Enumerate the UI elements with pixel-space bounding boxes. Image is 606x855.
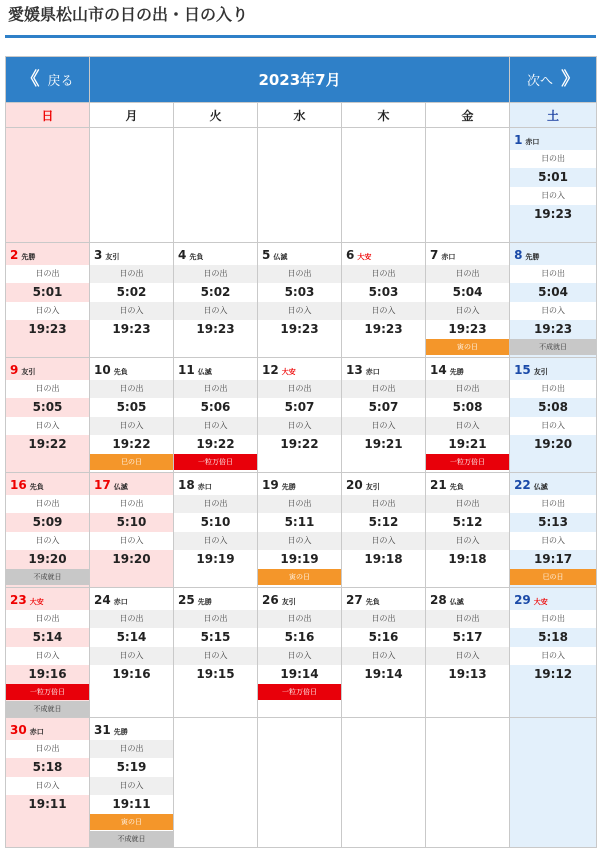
sunset-label: 日の入 — [258, 302, 341, 320]
sunset-time: 19:22 — [28, 437, 67, 451]
sunrise-label: 日の出 — [6, 380, 89, 398]
sunrise-time: 5:06 — [200, 400, 231, 414]
day-badge: 不成就日 — [90, 831, 173, 847]
day-badge: 寅の日 — [90, 814, 173, 830]
day-header — [510, 358, 596, 379]
sunrise-label: 日の出 — [426, 380, 509, 398]
day-cell — [6, 243, 90, 358]
sunrise-label: 日の出 — [258, 610, 341, 628]
sunset-time: 19:11 — [112, 797, 151, 811]
sunset-label: 日の入 — [90, 532, 173, 550]
sunset-time: 19:18 — [364, 552, 403, 566]
sunrise-label: 日の出 — [6, 265, 89, 283]
day-header — [6, 718, 89, 739]
day-number: 7 — [430, 248, 439, 262]
double-chevron-right-icon: 》 — [561, 68, 580, 90]
day-header — [90, 588, 173, 609]
sunset-time: 19:22 — [112, 437, 151, 451]
day-cell — [6, 473, 90, 588]
sunrise-label: 日の出 — [174, 265, 257, 283]
month-title: 2023年7月 — [258, 71, 341, 89]
sunrise-time: 5:13 — [538, 515, 568, 529]
sunset-time: 19:16 — [28, 667, 67, 681]
day-header — [342, 243, 425, 264]
day-number: 21 — [430, 478, 447, 492]
sunset-label: 日の入 — [174, 302, 257, 320]
day-cell — [510, 588, 597, 718]
weekday-header: 火 — [174, 103, 258, 128]
page-title: 愛媛県松山市の日の出・日の入り — [8, 5, 249, 24]
rokuyo-label: 赤口 — [29, 728, 44, 736]
day-cell — [426, 588, 510, 718]
title-underline — [5, 35, 596, 38]
sunset-label: 日の入 — [342, 647, 425, 665]
rokuyo-label: 大安 — [29, 598, 44, 606]
day-number: 25 — [178, 593, 195, 607]
sunrise-label: 日の出 — [258, 380, 341, 398]
day-header — [6, 243, 89, 264]
day-badge: 一粒万倍日 — [258, 684, 341, 700]
day-badge: 一粒万倍日 — [6, 684, 89, 700]
day-cell — [426, 243, 510, 358]
sunset-time: 19:23 — [280, 322, 319, 336]
day-header — [342, 358, 425, 379]
week-row — [6, 473, 597, 588]
day-header — [426, 243, 509, 264]
day-number: 23 — [10, 593, 27, 607]
week-row — [6, 588, 597, 718]
day-cell — [510, 128, 597, 243]
sunset-label: 日の入 — [6, 647, 89, 665]
day-cell — [258, 588, 342, 718]
month-header — [90, 57, 510, 103]
rokuyo-label: 先勝 — [281, 483, 296, 491]
sunrise-label: 日の出 — [342, 495, 425, 513]
sunset-time: 19:12 — [533, 667, 573, 681]
rokuyo-label: 仏滅 — [197, 368, 212, 376]
day-header — [174, 358, 257, 379]
day-header — [426, 358, 509, 379]
day-header — [342, 473, 425, 494]
sunrise-label: 日の出 — [426, 610, 509, 628]
sunrise-label: 日の出 — [6, 610, 89, 628]
day-header — [510, 588, 596, 609]
empty-day-cell — [342, 718, 426, 848]
sunrise-time: 5:10 — [200, 515, 231, 529]
day-cell — [342, 588, 426, 718]
empty-day-cell — [258, 128, 342, 243]
day-cell — [174, 243, 258, 358]
sunset-label: 日の入 — [174, 532, 257, 550]
day-cell — [342, 473, 426, 588]
sunrise-label: 日の出 — [90, 265, 173, 283]
sunrise-time: 5:01 — [538, 170, 568, 184]
sunset-time: 19:15 — [196, 667, 235, 681]
day-header — [90, 473, 173, 494]
day-number: 11 — [178, 363, 195, 377]
sunset-time: 19:13 — [448, 667, 487, 681]
day-header — [6, 473, 89, 494]
day-number: 31 — [94, 723, 111, 737]
sunset-label: 日の入 — [510, 187, 596, 205]
sunset-label: 日の入 — [342, 532, 425, 550]
day-badge: 不成就日 — [510, 339, 596, 355]
empty-day-cell — [6, 128, 90, 243]
sunrise-time: 5:15 — [200, 630, 231, 644]
sunrise-label: 日の出 — [342, 610, 425, 628]
sunrise-time: 5:11 — [284, 515, 315, 529]
sunset-time: 19:23 — [196, 322, 235, 336]
sunset-label: 日の入 — [6, 302, 89, 320]
sunset-label: 日の入 — [6, 417, 89, 435]
sunset-time: 19:23 — [448, 322, 487, 336]
day-cell — [6, 718, 90, 848]
sunrise-time: 5:18 — [538, 630, 568, 644]
day-number: 4 — [178, 248, 187, 262]
sunset-time: 19:20 — [533, 437, 573, 451]
empty-day-cell — [90, 128, 174, 243]
sunset-label: 日の入 — [258, 647, 341, 665]
week-row — [6, 718, 597, 848]
day-number: 27 — [346, 593, 363, 607]
day-number: 24 — [94, 593, 111, 607]
rokuyo-label: 赤口 — [197, 483, 212, 491]
empty-day-cell — [342, 128, 426, 243]
rokuyo-label: 赤口 — [365, 368, 380, 376]
rokuyo-label: 先負 — [189, 253, 204, 261]
day-number: 29 — [514, 593, 531, 607]
sunset-label: 日の入 — [90, 647, 173, 665]
day-cell — [426, 358, 510, 473]
week-row — [6, 358, 597, 473]
sunset-time: 19:14 — [364, 667, 403, 681]
sunset-label: 日の入 — [342, 417, 425, 435]
day-header — [510, 473, 596, 494]
sunrise-time: 5:04 — [538, 285, 568, 299]
sunrise-label: 日の出 — [342, 380, 425, 398]
sunrise-label: 日の出 — [510, 495, 596, 513]
day-number: 1 — [514, 133, 523, 147]
rokuyo-label: 先勝 — [113, 728, 128, 736]
day-badge: 寅の日 — [426, 339, 509, 355]
sunset-time: 19:21 — [448, 437, 487, 451]
day-header — [90, 358, 173, 379]
day-cell — [90, 243, 174, 358]
sunrise-time: 5:05 — [32, 400, 63, 414]
calendar-table — [5, 56, 597, 848]
day-number: 15 — [514, 363, 531, 377]
weekday-header: 木 — [342, 103, 426, 128]
weekday-header-row — [6, 103, 597, 128]
sunset-label: 日の入 — [426, 417, 509, 435]
rokuyo-label: 赤口 — [113, 598, 128, 606]
day-badge: 寅の日 — [258, 569, 341, 585]
rokuyo-label: 友引 — [365, 483, 380, 491]
day-number: 8 — [514, 248, 523, 262]
rokuyo-label: 先勝 — [449, 368, 464, 376]
sunrise-time: 5:02 — [200, 285, 231, 299]
empty-day-cell — [174, 128, 258, 243]
empty-day-cell — [426, 718, 510, 848]
sunrise-label: 日の出 — [510, 610, 596, 628]
sunrise-time: 5:16 — [368, 630, 399, 644]
day-number: 26 — [262, 593, 279, 607]
sunset-label: 日の入 — [174, 417, 257, 435]
day-header — [90, 718, 173, 739]
sunrise-time: 5:02 — [116, 285, 147, 299]
day-cell — [90, 358, 174, 473]
sunrise-label: 日の出 — [510, 150, 596, 168]
day-badge: 不成就日 — [6, 569, 89, 585]
rokuyo-label: 先負 — [449, 483, 464, 491]
sunset-label: 日の入 — [510, 302, 596, 320]
sunrise-time: 5:08 — [452, 400, 483, 414]
day-number: 10 — [94, 363, 111, 377]
rokuyo-label: 仏滅 — [113, 483, 128, 491]
day-number: 13 — [346, 363, 363, 377]
sunset-time: 19:21 — [364, 437, 403, 451]
rokuyo-label: 赤口 — [525, 138, 540, 146]
weekday-header: 月 — [90, 103, 174, 128]
sunset-time: 19:22 — [196, 437, 235, 451]
day-badge: 巳の日 — [510, 569, 596, 585]
rokuyo-label: 友引 — [21, 368, 36, 376]
rokuyo-label: 仏滅 — [533, 483, 548, 491]
day-number: 5 — [262, 248, 271, 262]
sunset-label: 日の入 — [6, 777, 89, 795]
rokuyo-label: 友引 — [105, 253, 120, 261]
next-month-label: 次へ — [527, 74, 554, 89]
sunset-label: 日の入 — [258, 532, 341, 550]
day-cell — [6, 358, 90, 473]
day-header — [258, 473, 341, 494]
rokuyo-label: 大安 — [533, 598, 548, 606]
sunset-time: 19:11 — [28, 797, 67, 811]
rokuyo-label: 先勝 — [525, 253, 540, 261]
day-cell — [510, 473, 597, 588]
sunrise-label: 日の出 — [90, 740, 173, 758]
day-cell — [90, 473, 174, 588]
sunset-label: 日の入 — [426, 647, 509, 665]
sunrise-time: 5:12 — [368, 515, 399, 529]
empty-day-cell — [426, 128, 510, 243]
sunset-time: 19:19 — [196, 552, 235, 566]
rokuyo-label: 大安 — [281, 368, 296, 376]
empty-day-cell — [258, 718, 342, 848]
day-header — [6, 588, 89, 609]
rokuyo-label: 赤口 — [441, 253, 456, 261]
day-header — [510, 128, 596, 149]
rokuyo-label: 仏滅 — [273, 253, 288, 261]
sunrise-time: 5:18 — [32, 760, 63, 774]
day-cell — [174, 358, 258, 473]
empty-day-cell — [510, 718, 597, 848]
day-number: 18 — [178, 478, 195, 492]
sunrise-time: 5:08 — [538, 400, 568, 414]
day-badge: 一粒万倍日 — [426, 454, 509, 470]
sunrise-time: 5:03 — [284, 285, 315, 299]
day-number: 16 — [10, 478, 27, 492]
day-cell — [6, 588, 90, 718]
day-header — [510, 243, 596, 264]
sunset-time: 19:17 — [533, 552, 573, 566]
sunset-time: 19:14 — [280, 667, 319, 681]
sunset-time: 19:19 — [280, 552, 319, 566]
day-header — [258, 243, 341, 264]
rokuyo-label: 仏滅 — [449, 598, 464, 606]
day-number: 6 — [346, 248, 355, 262]
day-header — [174, 473, 257, 494]
sunset-label: 日の入 — [90, 302, 173, 320]
sunrise-label: 日の出 — [510, 380, 596, 398]
sunrise-time: 5:07 — [284, 400, 315, 414]
sunrise-label: 日の出 — [90, 610, 173, 628]
day-number: 9 — [10, 363, 19, 377]
sunrise-label: 日の出 — [426, 495, 509, 513]
rokuyo-label: 先勝 — [197, 598, 212, 606]
sunrise-time: 5:01 — [32, 285, 63, 299]
sunset-time: 19:23 — [364, 322, 403, 336]
sunset-time: 19:23 — [112, 322, 151, 336]
rokuyo-label: 先負 — [365, 598, 380, 606]
day-header — [426, 588, 509, 609]
day-number: 12 — [262, 363, 279, 377]
day-number: 30 — [10, 723, 27, 737]
sunrise-label: 日の出 — [342, 265, 425, 283]
sunset-label: 日の入 — [90, 417, 173, 435]
sunset-label: 日の入 — [342, 302, 425, 320]
week-row — [6, 243, 597, 358]
sunset-time: 19:16 — [112, 667, 151, 681]
day-header — [6, 358, 89, 379]
day-number: 14 — [430, 363, 447, 377]
weekday-header: 日 — [6, 103, 90, 128]
calendar-body — [6, 128, 597, 848]
sunrise-label: 日の出 — [174, 610, 257, 628]
rokuyo-label: 友引 — [533, 368, 548, 376]
rokuyo-label: 先負 — [113, 368, 128, 376]
sunrise-time: 5:17 — [452, 630, 483, 644]
day-cell — [258, 243, 342, 358]
day-header — [90, 243, 173, 264]
day-header — [342, 588, 425, 609]
rokuyo-label: 先勝 — [21, 253, 36, 261]
rokuyo-label: 友引 — [281, 598, 296, 606]
next-month-button[interactable] — [510, 57, 597, 103]
sunset-label: 日の入 — [6, 532, 89, 550]
sunrise-label: 日の出 — [510, 265, 596, 283]
sunset-time: 19:20 — [28, 552, 67, 566]
sunset-time: 19:22 — [280, 437, 319, 451]
sunset-label: 日の入 — [174, 647, 257, 665]
sunrise-label: 日の出 — [90, 495, 173, 513]
sunrise-time: 5:03 — [368, 285, 399, 299]
sunrise-time: 5:04 — [452, 285, 483, 299]
week-row — [6, 128, 597, 243]
sunset-label: 日の入 — [426, 532, 509, 550]
rokuyo-label: 大安 — [357, 253, 372, 261]
day-header — [174, 588, 257, 609]
sunrise-label: 日の出 — [426, 265, 509, 283]
rokuyo-label: 先負 — [29, 483, 44, 491]
sunset-label: 日の入 — [90, 777, 173, 795]
day-header — [426, 473, 509, 494]
sunrise-label: 日の出 — [90, 380, 173, 398]
sunrise-label: 日の出 — [174, 380, 257, 398]
sunset-time: 19:23 — [28, 322, 67, 336]
sunrise-time: 5:14 — [116, 630, 147, 644]
day-number: 3 — [94, 248, 103, 262]
weekday-header: 土 — [510, 103, 597, 128]
prev-month-label: 戻る — [47, 74, 74, 89]
day-header — [258, 358, 341, 379]
day-cell — [426, 473, 510, 588]
day-badge: 一粒万倍日 — [174, 454, 257, 470]
sunrise-label: 日の出 — [6, 740, 89, 758]
day-number: 17 — [94, 478, 111, 492]
day-cell — [510, 358, 597, 473]
sunrise-time: 5:09 — [32, 515, 63, 529]
double-chevron-left-icon: 《 — [21, 68, 40, 90]
day-cell — [342, 358, 426, 473]
day-cell — [174, 473, 258, 588]
day-cell — [90, 588, 174, 718]
sunrise-time: 5:19 — [116, 760, 147, 774]
sunset-label: 日の入 — [426, 302, 509, 320]
day-header — [174, 243, 257, 264]
empty-day-cell — [174, 718, 258, 848]
day-number: 2 — [10, 248, 19, 262]
sunrise-time: 5:10 — [116, 515, 147, 529]
sunrise-label: 日の出 — [174, 495, 257, 513]
sunrise-label: 日の出 — [258, 265, 341, 283]
day-number: 19 — [262, 478, 279, 492]
sunrise-time: 5:14 — [32, 630, 63, 644]
day-number: 28 — [430, 593, 447, 607]
day-cell — [342, 243, 426, 358]
sunrise-label: 日の出 — [258, 495, 341, 513]
day-number: 22 — [514, 478, 531, 492]
day-header — [258, 588, 341, 609]
weekday-header: 水 — [258, 103, 342, 128]
day-cell — [258, 473, 342, 588]
day-cell — [510, 243, 597, 358]
sunrise-time: 5:16 — [284, 630, 315, 644]
day-badge: 不成就日 — [6, 701, 89, 717]
prev-month-button[interactable] — [6, 57, 90, 103]
sunset-label: 日の入 — [510, 532, 596, 550]
sunset-label: 日の入 — [510, 417, 596, 435]
sunrise-time: 5:05 — [116, 400, 147, 414]
weekday-header: 金 — [426, 103, 510, 128]
day-cell — [174, 588, 258, 718]
sunrise-time: 5:12 — [452, 515, 483, 529]
day-cell — [90, 718, 174, 848]
sunset-label: 日の入 — [258, 417, 341, 435]
day-cell — [258, 358, 342, 473]
sunrise-time: 5:07 — [368, 400, 399, 414]
sunrise-label: 日の出 — [6, 495, 89, 513]
sunset-label: 日の入 — [510, 647, 596, 665]
day-number: 20 — [346, 478, 363, 492]
sunset-time: 19:23 — [533, 322, 573, 336]
sunset-time: 19:23 — [533, 207, 573, 221]
sunset-time: 19:18 — [448, 552, 487, 566]
day-badge: 巳の日 — [90, 454, 173, 470]
sunset-time: 19:20 — [112, 552, 151, 566]
